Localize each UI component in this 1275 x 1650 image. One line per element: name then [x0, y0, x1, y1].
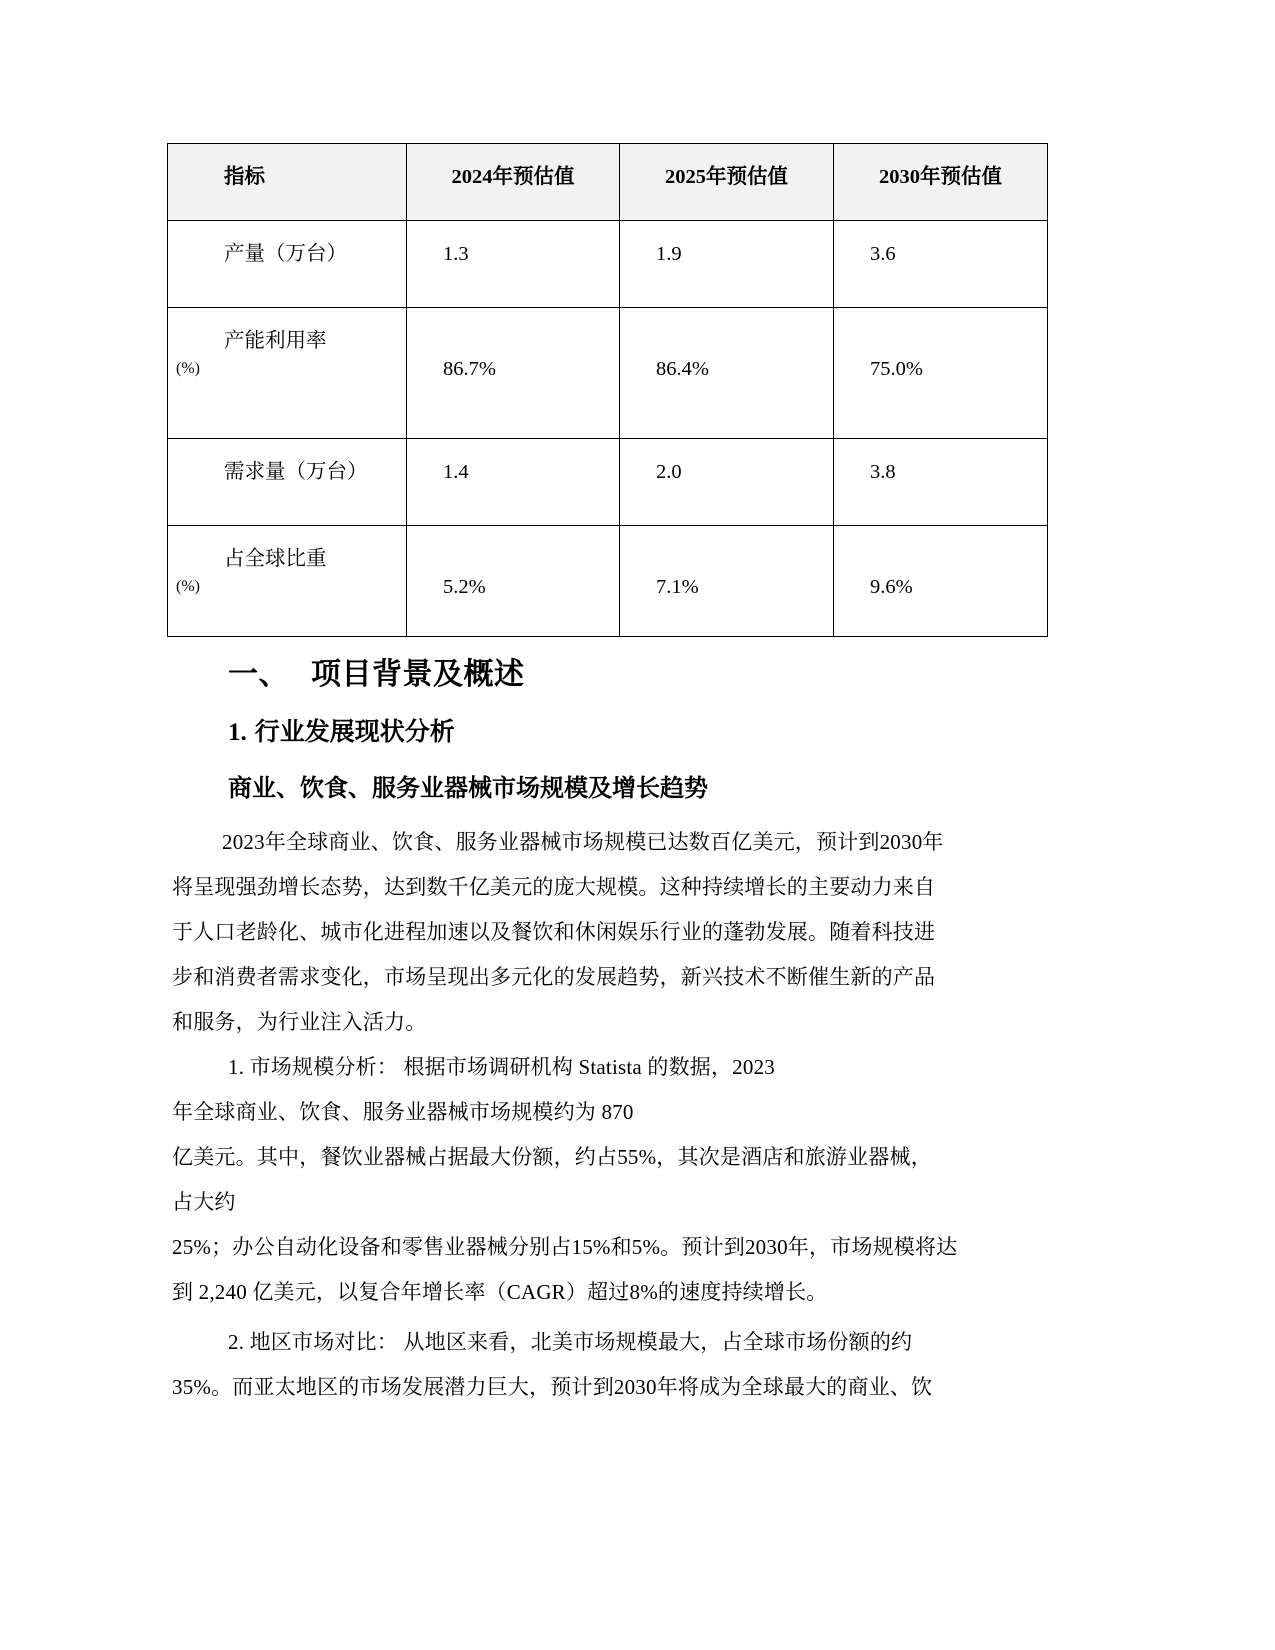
table-row [168, 308, 1048, 439]
paragraph-line: 和服务，为行业注入活力。 [172, 1010, 427, 1034]
row-value-demand-2030: 3.8 [870, 461, 896, 483]
section-heading-level2 [228, 712, 455, 748]
list-item-line: 2. 地区市场对比： 从地区来看，北美市场规模最大，占全球市场份额的约 [228, 1330, 913, 1354]
row-value-share-2025: 7.1% [656, 576, 699, 598]
row-label-cell-demand [168, 439, 407, 526]
row-value-share-2024: 5.2% [443, 576, 486, 598]
metrics-table-container [167, 143, 1047, 637]
paragraph-line: 步和消费者需求变化，市场呈现出多元化的发展趋势，新兴技术不断催生新的产品 [172, 965, 936, 989]
table-header-row-group [168, 144, 1048, 221]
section-heading-level2-text: 行业发展现状分析 [254, 719, 455, 746]
section-heading-level2-number: 1. [228, 719, 247, 746]
row-label-global-share [168, 526, 406, 636]
table-header-cell-2024 [407, 144, 620, 221]
table-row [168, 221, 1048, 308]
row-value-capacity-2030: 75.0% [870, 358, 923, 380]
list-item-line: 1. 市场规模分析： 根据市场调研机构 Statista 的数据，2023 [228, 1055, 775, 1079]
table-header-cell-2025 [620, 144, 834, 221]
list-item-line: 35%。而亚太地区的市场发展潜力巨大，预计到2030年将成为全球最大的商业、饮 [172, 1375, 933, 1399]
row-value-output-2030: 3.6 [870, 243, 896, 265]
table-header-label-2025: 2025年预估值 [665, 166, 788, 188]
row-value-cell-capacity-2024 [407, 308, 620, 439]
row-value-cell-output-2024 [407, 221, 620, 308]
section-heading-level1 [228, 649, 525, 693]
row-value-demand-2025: 2.0 [656, 461, 682, 483]
row-label-cell-output [168, 221, 407, 308]
paragraph-line: 将呈现强劲增长态势，达到数千亿美元的庞大规模。这种持续增长的主要动力来自 [172, 875, 936, 899]
list-item-line: 年全球商业、饮食、服务业器械市场规模约为 870 [172, 1100, 634, 1124]
table-row [168, 439, 1048, 526]
list-item-market-size-analysis [172, 1045, 1048, 1315]
row-label-line2: (%) [176, 359, 200, 377]
row-value-cell-capacity-2025 [620, 308, 834, 439]
row-label-capacity-utilization [168, 308, 406, 438]
paragraph-market-overview [172, 820, 1048, 1045]
row-value-demand-2024: 1.4 [443, 461, 469, 483]
paragraph-line: 于人口老龄化、城市化进程加速以及餐饮和休闲娱乐行业的蓬勃发展。随着科技进 [172, 920, 936, 944]
list-item-line: 占大约 [172, 1190, 236, 1214]
section-heading-level3: 商业、饮食、服务业器械市场规模及增长趋势 [228, 776, 708, 802]
table-header-cell-2030 [834, 144, 1048, 221]
table-header-label-2024: 2024年预估值 [451, 166, 575, 188]
row-value-cell-capacity-2030 [834, 308, 1048, 439]
row-value-cell-demand-2030 [834, 439, 1048, 526]
row-value-cell-demand-2024 [407, 439, 620, 526]
row-label-cell-global-share [168, 526, 407, 637]
row-value-cell-output-2025 [620, 221, 834, 308]
row-value-cell-demand-2025 [620, 439, 834, 526]
metrics-table [167, 143, 1048, 637]
row-label-line2: (%) [176, 577, 200, 595]
row-value-capacity-2025: 86.4% [656, 358, 709, 380]
list-item-regional-market-comparison [172, 1320, 1048, 1410]
table-header-row [168, 144, 1048, 221]
row-value-cell-share-2024 [407, 526, 620, 637]
row-value-cell-share-2025 [620, 526, 834, 637]
row-value-cell-share-2030 [834, 526, 1048, 637]
row-label-line1: 占全球比重 [224, 548, 327, 570]
row-label-line1: 产能利用率 [224, 330, 327, 352]
row-label-demand: 需求量（万台） [224, 461, 368, 483]
row-value-share-2030: 9.6% [870, 576, 913, 598]
row-value-capacity-2024: 86.7% [443, 358, 496, 380]
table-header-label-indicator: 指标 [224, 166, 265, 188]
row-value-output-2025: 1.9 [656, 243, 682, 265]
section-heading-level1-number: 一、 [228, 658, 289, 691]
row-value-cell-output-2030 [834, 221, 1048, 308]
row-label-cell-capacity-utilization [168, 308, 407, 439]
table-row [168, 526, 1048, 637]
list-item-line: 到 2,240 亿美元，以复合年增长率（CAGR）超过8%的速度持续增长。 [172, 1280, 828, 1304]
section-heading-level1-text: 项目背景及概述 [311, 658, 525, 691]
list-item-line: 亿美元。其中，餐饮业器械占据最大份额，约占55%，其次是酒店和旅游业器械， [172, 1145, 932, 1169]
row-label-output: 产量（万台） [224, 243, 347, 265]
paragraph-line: 2023年全球商业、饮食、服务业器械市场规模已达数百亿美元，预计到2030年 [222, 830, 944, 854]
table-header-cell-indicator [168, 144, 407, 221]
table-body [168, 221, 1048, 637]
list-item-line: 25%；办公自动化设备和零售业器械分别占15%和5%。预计到2030年，市场规模将达 [172, 1235, 958, 1259]
row-value-output-2024: 1.3 [443, 243, 469, 265]
table-header-label-2030: 2030年预估值 [879, 166, 1002, 188]
